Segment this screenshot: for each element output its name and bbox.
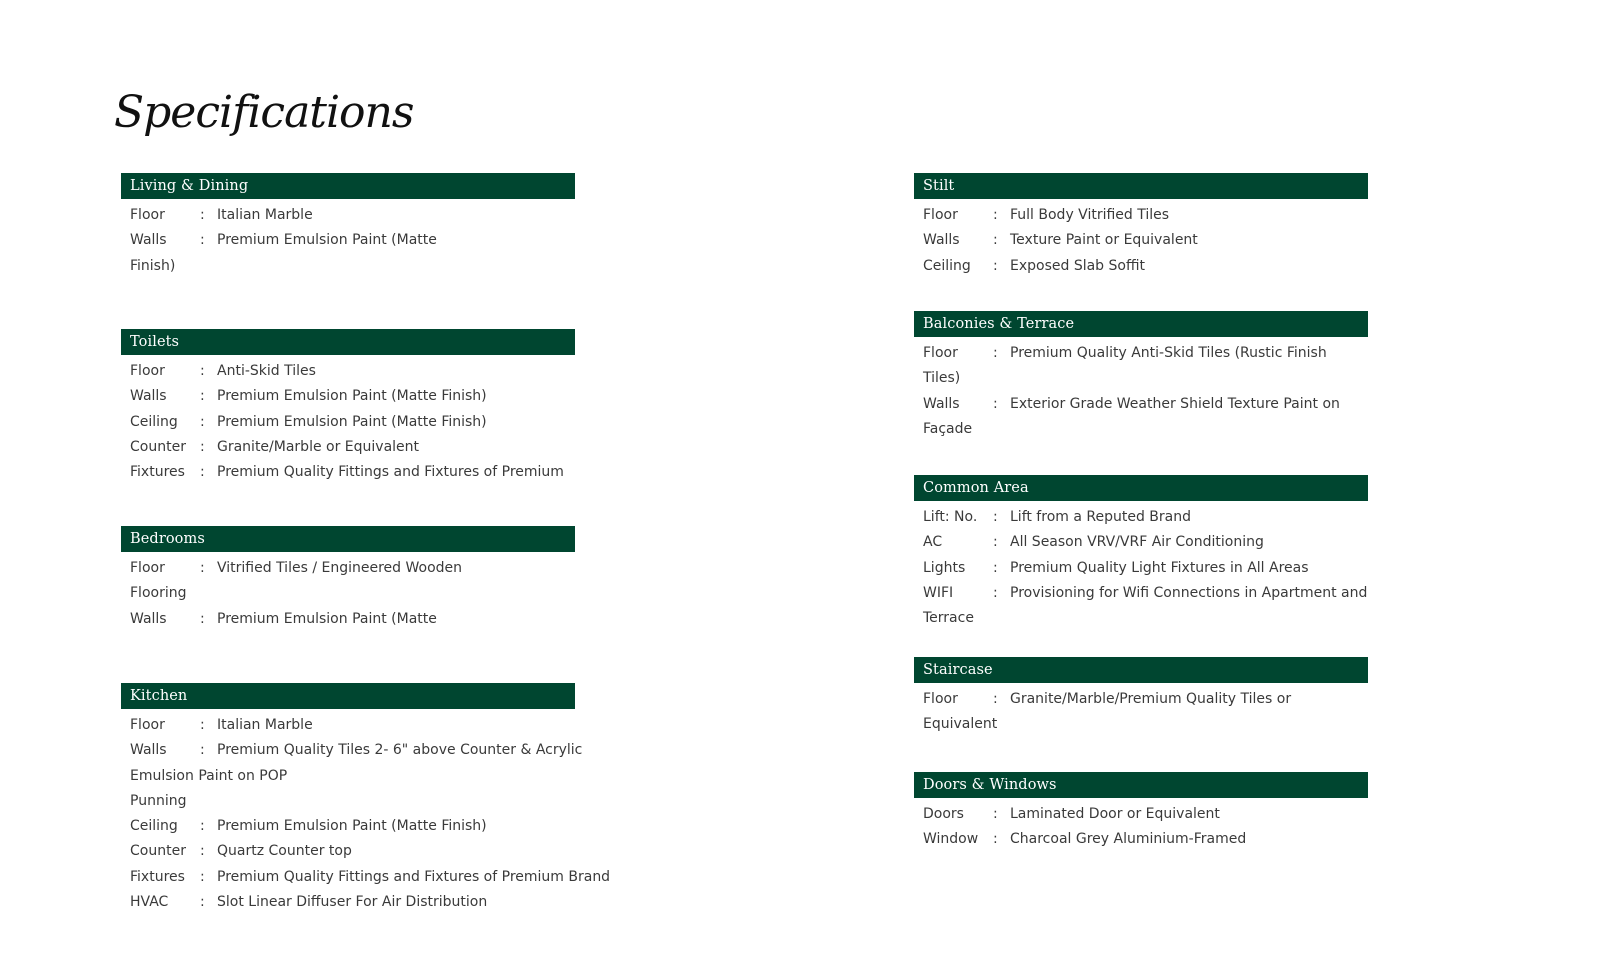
spec-value-continuation: Façade — [923, 420, 973, 437]
spec-separator: : — [200, 843, 205, 860]
spec-row — [923, 687, 1414, 712]
spec-separator: : — [200, 232, 205, 249]
spec-label: Floor — [923, 691, 958, 707]
section-balconies-and-terrace — [914, 311, 1414, 442]
section-toilets — [121, 329, 621, 485]
spec-list — [914, 203, 1414, 279]
spec-row — [923, 254, 1414, 279]
section-header: Doors & Windows — [914, 772, 1368, 798]
spec-separator: : — [993, 207, 998, 223]
spec-separator: : — [200, 207, 205, 223]
spec-label: Walls — [130, 388, 167, 405]
spec-label: Lift: No. — [923, 509, 978, 525]
spec-value: Italian Marble — [217, 207, 313, 223]
section-stilt — [914, 173, 1414, 279]
spec-list — [914, 802, 1414, 853]
spec-value: Exterior Grade Weather Shield Texture Paint on — [1010, 395, 1340, 412]
section-bedrooms — [121, 526, 621, 632]
spec-row — [130, 890, 621, 915]
spec-value-continuation: Punning — [130, 792, 187, 809]
spec-separator: : — [993, 232, 998, 249]
spec-separator: : — [200, 464, 205, 481]
section-header: Toilets — [121, 329, 575, 355]
spec-value: All Season VRV/VRF Air Conditioning — [1010, 534, 1264, 551]
spec-list — [121, 713, 621, 915]
spec-row — [923, 392, 1414, 417]
spec-label: Counter — [130, 438, 186, 455]
spec-value: Lift from a Reputed Brand — [1010, 509, 1191, 525]
spec-label: Ceiling — [130, 413, 178, 430]
spec-label: Ceiling — [130, 818, 178, 835]
spec-label: Counter — [130, 843, 186, 860]
section-header: Bedrooms — [121, 526, 575, 552]
spec-value-continuation: Equivalent — [923, 716, 998, 733]
spec-value-continuation: Tiles) — [923, 370, 961, 387]
spec-separator: : — [200, 363, 205, 379]
spec-label: Walls — [130, 742, 167, 759]
spec-value: Premium Quality Light Fixtures in All Areas — [1010, 559, 1309, 576]
spec-separator: : — [993, 831, 998, 848]
spec-value: Laminated Door or Equivalent — [1010, 806, 1220, 822]
spec-separator: : — [993, 395, 998, 412]
spec-value: Granite/Marble or Equivalent — [217, 438, 420, 455]
spec-separator: : — [200, 717, 205, 733]
spec-row — [130, 410, 621, 435]
spec-row — [130, 713, 621, 738]
spec-list — [121, 556, 621, 632]
spec-value: Charcoal Grey Aluminium-Framed — [1010, 831, 1247, 848]
spec-row — [130, 556, 621, 581]
spec-label: Floor — [130, 560, 165, 576]
spec-label: Floor — [923, 207, 958, 223]
spec-list — [914, 505, 1414, 631]
spec-label: Walls — [130, 232, 167, 249]
spec-row — [923, 827, 1414, 852]
spec-separator: : — [993, 559, 998, 576]
spec-row — [130, 384, 621, 409]
spec-value: Premium Emulsion Paint (Matte Finish) — [217, 413, 487, 430]
section-header: Kitchen — [121, 683, 575, 709]
spec-separator: : — [200, 818, 205, 835]
section-kitchen — [121, 683, 621, 915]
spec-row — [130, 839, 621, 864]
spec-value: Premium Quality Fittings and Fixtures of Premium Brand — [217, 868, 611, 885]
spec-row — [923, 203, 1414, 228]
spec-label: Fixtures — [130, 464, 185, 481]
spec-label: Ceiling — [923, 257, 971, 274]
spec-value: Premium Emulsion Paint (Matte — [217, 610, 437, 627]
spec-label: Walls — [923, 232, 960, 249]
spec-value-continuation: Terrace — [923, 610, 974, 627]
spec-label: Window — [923, 831, 979, 848]
spec-value: Premium Emulsion Paint (Matte Finish) — [217, 818, 487, 835]
spec-value: Premium Emulsion Paint (Matte — [217, 232, 437, 249]
spec-value: Premium Quality Fittings and Fixtures of Premium — [217, 464, 564, 481]
spec-label: Doors — [923, 806, 964, 822]
section-living-and-dining — [121, 173, 621, 279]
section-doors-and-windows — [914, 772, 1414, 853]
spec-value: Texture Paint or Equivalent — [1010, 232, 1198, 249]
spec-separator: : — [993, 691, 998, 707]
spec-separator: : — [993, 806, 998, 822]
spec-label: Walls — [130, 610, 167, 627]
section-header: Stilt — [914, 173, 1368, 199]
spec-separator: : — [200, 560, 205, 576]
spec-list — [914, 341, 1414, 442]
spec-label: WIFI — [923, 584, 954, 601]
spec-value: Premium Emulsion Paint (Matte Finish) — [217, 388, 487, 405]
spec-row — [130, 607, 621, 632]
spec-value-continuation: Flooring — [130, 585, 187, 602]
spec-row — [130, 203, 621, 228]
spec-value: Anti-Skid Tiles — [217, 363, 316, 379]
spec-row — [923, 530, 1414, 555]
page-title: Specifications — [114, 87, 414, 138]
spec-value-continuation: Finish) — [130, 257, 176, 274]
spec-row — [923, 341, 1414, 366]
spec-separator: : — [200, 413, 205, 430]
spec-separator: : — [993, 345, 998, 361]
spec-label: Lights — [923, 559, 966, 576]
spec-row — [130, 738, 621, 789]
spec-value: Quartz Counter top — [217, 843, 352, 860]
spec-row — [130, 814, 621, 839]
spec-row — [130, 228, 621, 253]
spec-value: Provisioning for Wifi Connections in Apartment and — [1010, 584, 1368, 601]
spec-value: Granite/Marble/Premium Quality Tiles or — [1010, 691, 1292, 707]
spec-label: HVAC — [130, 894, 169, 911]
spec-row — [130, 865, 621, 890]
spec-value: Italian Marble — [217, 717, 313, 733]
spec-separator: : — [200, 438, 205, 455]
section-staircase — [914, 657, 1414, 738]
spec-value: Exposed Slab Soffit — [1010, 257, 1145, 274]
spec-list — [914, 687, 1414, 738]
spec-label: Walls — [923, 395, 960, 412]
spec-separator: : — [200, 868, 205, 885]
spec-value: Slot Linear Diffuser For Air Distribution — [217, 894, 488, 911]
spec-separator: : — [993, 257, 998, 274]
spec-value: Vitrified Tiles / Engineered Wooden — [217, 560, 463, 576]
spec-separator: : — [200, 894, 205, 911]
spec-list — [121, 359, 621, 485]
spec-label: Floor — [923, 345, 958, 361]
spec-row — [923, 505, 1414, 530]
section-header: Balconies & Terrace — [914, 311, 1368, 337]
spec-label: Floor — [130, 207, 165, 223]
spec-row — [923, 556, 1414, 581]
spec-row — [923, 228, 1414, 253]
spec-list — [121, 203, 621, 279]
spec-label: Floor — [130, 363, 165, 379]
spec-row — [130, 359, 621, 384]
spec-separator: : — [200, 610, 205, 627]
spec-row — [130, 460, 621, 485]
spec-row — [923, 802, 1414, 827]
spec-label: Fixtures — [130, 868, 185, 885]
spec-value: Full Body Vitrified Tiles — [1010, 207, 1170, 223]
spec-separator: : — [993, 534, 998, 551]
spec-separator: : — [200, 742, 205, 759]
spec-label: AC — [923, 534, 943, 551]
section-header: Living & Dining — [121, 173, 575, 199]
spec-label: Floor — [130, 717, 165, 733]
spec-row — [923, 581, 1414, 606]
section-common-area — [914, 475, 1414, 631]
spec-separator: : — [993, 509, 998, 525]
spec-value: Premium Quality Anti-Skid Tiles (Rustic Finish — [1010, 345, 1327, 361]
section-header: Common Area — [914, 475, 1368, 501]
section-header: Staircase — [914, 657, 1368, 683]
spec-value: Premium Quality Tiles 2- 6" above Counter & Acrylic Emulsion Paint on POP — [130, 742, 583, 784]
spec-separator: : — [993, 584, 998, 601]
spec-separator: : — [200, 388, 205, 405]
spec-row — [130, 435, 621, 460]
